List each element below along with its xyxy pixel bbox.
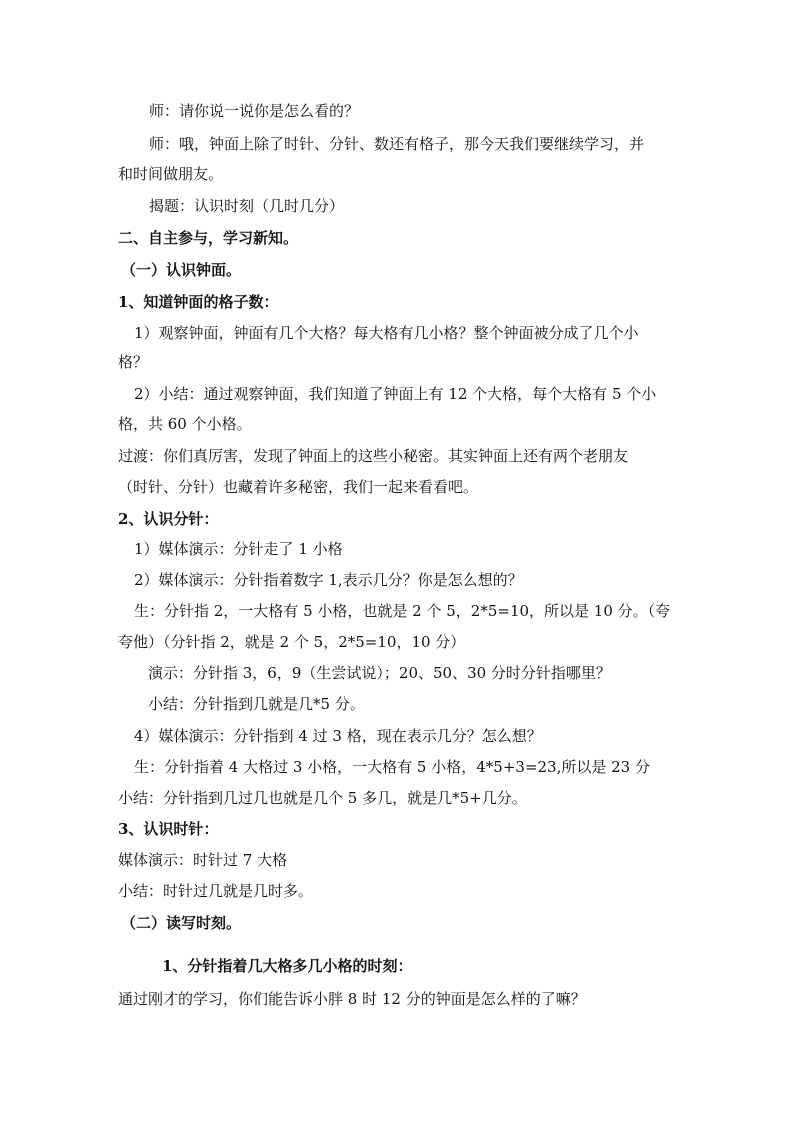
text-line: 演示：分针指 3，6，9（生尝试说）；20、50、30 分时分针指哪里？ bbox=[148, 664, 611, 682]
text-line: 小结：分针指到几过几也就是几个 5 多几，就是几*5+几分。 bbox=[118, 789, 527, 807]
text-line: 过渡：你们真厉害，发现了钟面上的这些小秘密。其实钟面上还有两个老朋友 bbox=[118, 447, 629, 465]
text-line: （时针、分针）也藏着许多秘密，我们一起来看看吧。 bbox=[118, 478, 479, 496]
item-heading: 1、分针指着几大格多几小格的时刻： bbox=[162, 957, 413, 975]
text-line: 小结：分针指到几就是几*5 分。 bbox=[148, 695, 365, 713]
text-line: 夸他）（分针指 2，就是 2 个 5，2*5=10，10 分） bbox=[118, 633, 466, 651]
text-line: 小结：时针过几就是几时多。 bbox=[118, 882, 314, 900]
text-line: 1）媒体演示：分针走了 1 小格 bbox=[134, 540, 343, 558]
text-line: 师：请你说一说你是怎么看的？ bbox=[149, 102, 360, 120]
item-heading: 3、认识时针： bbox=[118, 820, 219, 838]
section-heading: 二、自主参与，学习新知。 bbox=[118, 229, 299, 247]
text-line: 格，共 60 个小格。 bbox=[118, 415, 252, 433]
text-line: 2）小结：通过观察钟面，我们知道了钟面上有 12 个大格，每个大格有 5 个小 bbox=[134, 385, 657, 403]
subsection-heading: （二）读写时刻。 bbox=[121, 914, 242, 932]
text-line: 和时间做朋友。 bbox=[118, 165, 224, 183]
text-line: 生：分针指 2，一大格有 5 小格，也就是 2 个 5，2*5=10，所以是 10 分。（夸 bbox=[134, 602, 671, 620]
text-line: 揭题：认识时刻（几时几分） bbox=[149, 197, 345, 215]
item-heading: 1、知道钟面的格子数： bbox=[118, 293, 279, 311]
text-line: 格？ bbox=[118, 353, 149, 371]
text-line: 媒体演示：时针过 7 大格 bbox=[118, 851, 288, 869]
text-line: 1）观察钟面，钟面有几个大格？每大格有几小格？整个钟面被分成了几个小 bbox=[134, 324, 639, 342]
text-line: 生：分针指着 4 大格过 3 小格，一大格有 5 小格，4*5+3=23,所以是 23 分 bbox=[134, 758, 650, 776]
text-line: 2）媒体演示：分针指着数字 1,表示几分？你是怎么想的？ bbox=[134, 571, 523, 589]
item-heading: 2、认识分针： bbox=[118, 510, 219, 528]
text-line: 师：哦，钟面上除了时针、分针、数还有格子，那今天我们要继续学习，并 bbox=[149, 135, 645, 153]
text-line: 通过刚才的学习，你们能告诉小胖 8 时 12 分的钟面是怎么样的了嘛？ bbox=[118, 990, 586, 1008]
subsection-heading: （一）认识钟面。 bbox=[121, 261, 242, 279]
text-line: 4）媒体演示：分针指到 4 过 3 格，现在表示几分？怎么想？ bbox=[134, 727, 542, 745]
